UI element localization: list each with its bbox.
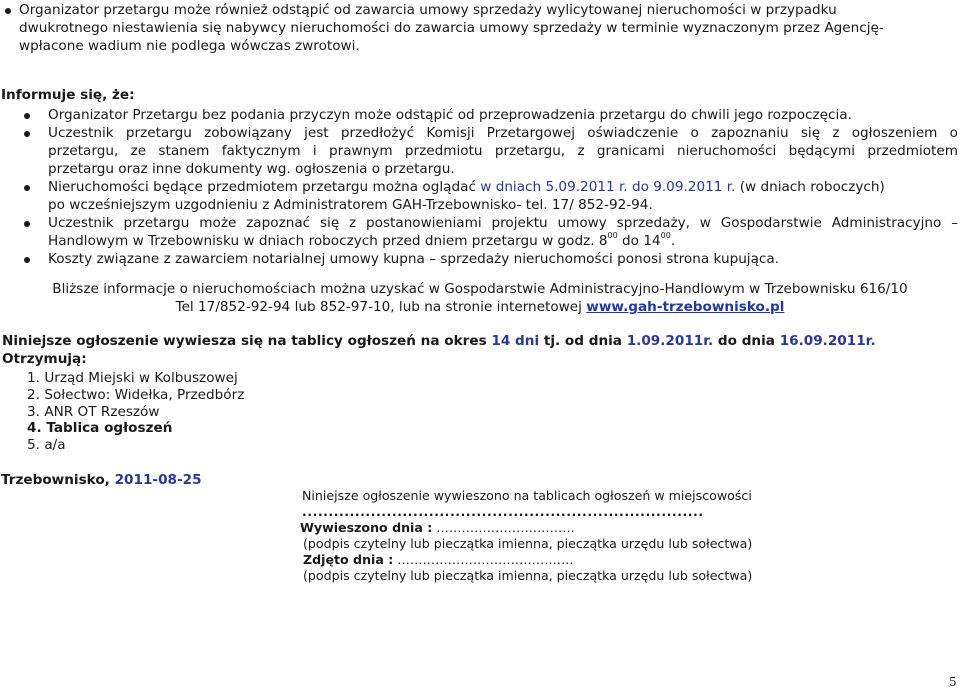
recipient-item: [27, 419, 172, 437]
recipient-text: ANR OT Rzeszów: [44, 404, 160, 420]
signature-note-1: (podpis czytelny lub pieczątka imienna, pieczątka urzędu lub sołectwa): [303, 536, 753, 551]
removed-date: [303, 552, 574, 568]
bullet: [5, 8, 11, 14]
notice-mid: tj. od dnia: [539, 333, 627, 349]
hours-sup-2: 00: [660, 231, 671, 241]
inform-bullet-3-line-2: po wcześniejszym uzgodnieniu z Administratorem GAH-Trzebownisko- tel. 17/ 852-92-94.: [48, 197, 653, 213]
recipient-item: [27, 386, 244, 404]
bullet: [24, 185, 30, 191]
bullet: [24, 257, 30, 263]
posted-label: Wywieszono dnia :: [300, 520, 433, 535]
notice-line: [2, 332, 876, 350]
date: 2011-08-25: [114, 472, 202, 488]
signature-note-2: (podpis czytelny lub pieczątka imienna, pieczątka urzędu lub sołectwa): [303, 568, 753, 583]
recipient-item: [27, 436, 66, 454]
inform-bullet-3-line-1: [48, 178, 885, 196]
posting-dots: ............................................................................: [302, 504, 704, 519]
inform-bullet-4-line-1: Uczestnik przetargu może zapoznać się z postanowieniami projektu umowy sprzedaży, w Gospodarstwie Administracyjno –: [48, 215, 958, 231]
posted-dots: ……………………………: [432, 520, 575, 535]
recipient-num: 2.: [27, 387, 40, 403]
place-date: [1, 471, 202, 489]
inform-bullet-2-line-1: Uczestnik przetargu zobowiązany jest przedłożyć Komisji Przetargowej oświadczenie o zapoznaniu się z ogłoszeniem o: [48, 125, 958, 141]
place: Trzebownisko,: [1, 472, 115, 488]
hours-text: Handlowym w Trzebownisku w dniach roboczych przed dniem przetargu w godz. 8: [48, 233, 608, 249]
bullet: [24, 131, 30, 137]
recipient-text: a/a: [44, 437, 66, 453]
inform-bullet-4-line-2: [48, 232, 675, 250]
notice-do: do dnia: [713, 333, 780, 349]
recipients-heading: Otrzymują:: [2, 351, 87, 367]
page-number: 5: [949, 675, 957, 689]
recipient-text: Tablica ogłoszeń: [46, 420, 173, 436]
info-line-1: Bliższe informacje o nieruchomościach można uzyskać w Gospodarstwie Administracyjno-Handlowym w Trzebownisku 616/10: [52, 281, 908, 297]
hours-end: .: [670, 233, 676, 249]
viewing-text: Nieruchomości będące przedmiotem przetargu można oglądać: [48, 179, 476, 195]
recipient-text: Sołectwo: Widełka, Przedbórz: [44, 387, 245, 403]
posted-date: [300, 520, 575, 536]
removed-dots: ……………………………………: [393, 552, 574, 567]
viewing-note: (w dniach roboczych): [739, 179, 885, 195]
recipient-text: Urząd Miejski w Kolbuszowej: [44, 370, 238, 386]
hours-mid: do 14: [617, 233, 661, 249]
bullet: [24, 221, 30, 227]
intro-line-2: dwukrotnego niestawienia się nabywcy nieruchomości do zawarcia umowy sprzedaży w terminie wyznaczonym przez Agencję-: [19, 20, 884, 36]
recipient-num: 3.: [27, 404, 40, 420]
posting-line: Niniejsze ogłoszenie wywieszono na tablicach ogłoszeń w miejscowości: [302, 488, 752, 503]
intro-line-1: Organizator przetargu może również odstąpić od zawarcia umowy sprzedaży wylicytowanej nieruchomości w przypadku: [19, 2, 837, 18]
notice-text: Niniejsze ogłoszenie wywiesza się na tablicy ogłoszeń na okres: [2, 333, 492, 349]
notice-days: 14 dni: [491, 333, 540, 349]
info-line-2: [0, 298, 960, 316]
inform-bullet-5: Koszty związane z zawarciem notarialnej umowy kupna – sprzedaży nieruchomości ponosi strona kupująca.: [48, 251, 780, 267]
inform-bullet-1: Organizator Przetargu bez podania przyczyn może odstąpić od przeprowadzenia przetargu do chwili jego rozpoczęcia.: [48, 107, 852, 123]
inform-bullet-2-line-3: przetargu oraz inne dokumenty wg. ogłoszenia o przetargu.: [48, 161, 455, 177]
removed-label: Zdjęto dnia :: [303, 552, 394, 567]
inform-heading: Informuje się, że:: [1, 87, 135, 103]
viewing-dates: w dniach 5.09.2011 r. do 9.09.2011 r.: [480, 179, 736, 195]
hours-sup-1: 00: [607, 231, 618, 241]
recipient-item: [27, 369, 238, 387]
notice-date-to: 16.09.2011r.: [779, 333, 876, 349]
recipient-num: 5.: [27, 437, 40, 453]
notice-date-from: 1.09.2011r.: [626, 333, 714, 349]
recipient-num: 1.: [27, 370, 40, 386]
info-contact: Tel 17/852-92-94 lub 852-97-10, lub na stronie internetowej: [175, 299, 587, 315]
intro-line-3: wpłacone wadium nie podlega wówczas zwrotowi.: [19, 38, 360, 54]
inform-bullet-2-line-2: przetargu, ze stanem faktycznym i prawnym przedmiotu przetargu, z granicami nieruchomości będącymi przedmiotem: [48, 143, 958, 159]
recipient-num: 4.: [27, 420, 42, 436]
bullet: [24, 113, 30, 119]
website-link[interactable]: www.gah-trzebownisko.pl: [586, 299, 785, 315]
